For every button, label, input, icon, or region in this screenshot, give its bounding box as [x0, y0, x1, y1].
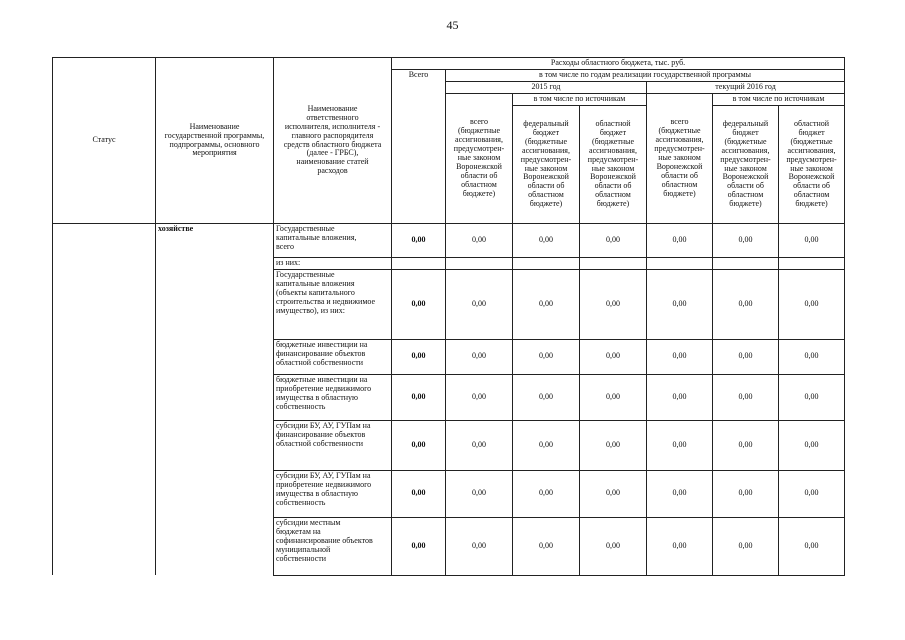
header-program-name: Наименование государственной программы, подпрограммы, основного мероприятия	[156, 58, 274, 224]
cell-2015-regional: 0,00	[580, 269, 647, 339]
cell-2016-all: 0,00	[647, 269, 713, 339]
row-name: Государственные капитальные вложения, всего	[274, 224, 392, 258]
cell-2015-regional: 0,00	[580, 374, 647, 420]
row-total: 0,00	[392, 269, 446, 339]
cell-2016-all: 0,00	[647, 224, 713, 258]
cell-2016-regional: 0,00	[779, 224, 845, 258]
cell-2016-regional: 0,00	[779, 339, 845, 374]
cell-2015-federal: 0,00	[513, 224, 580, 258]
cell-2016-federal: 0,00	[713, 339, 779, 374]
header-2015-by-sources: в том числе по источникам	[513, 94, 647, 106]
cell-2016-all: 0,00	[647, 470, 713, 517]
row-name: Государственные капитальные вложения (объекты капитального строительства и недвижимое имущество), из них:	[274, 269, 392, 339]
cell-2015-regional: 0,00	[580, 517, 647, 575]
header-year-2015: 2015 год	[446, 82, 647, 94]
cell-2016-regional: 0,00	[779, 420, 845, 470]
cell-2016-all: 0,00	[647, 420, 713, 470]
cell-2016-federal: 0,00	[713, 269, 779, 339]
cell-2016-federal: 0,00	[713, 224, 779, 258]
row-total: 0,00	[392, 224, 446, 258]
row-name: субсидии местным бюджетам на софинансирование объектов муниципальной собственности	[274, 517, 392, 575]
header-2016-all: всего (бюджетные ассигнования, предусмотрен- ные законом Воронежской области об областном бюджете)	[647, 94, 713, 224]
cell-2016-federal: 0,00	[713, 374, 779, 420]
cell-2016-regional: 0,00	[779, 269, 845, 339]
row-total: 0,00	[392, 517, 446, 575]
budget-table	[52, 57, 845, 576]
cell-2016-regional	[779, 258, 845, 270]
row-name: субсидии БУ, АУ, ГУПам на приобретение недвижимого имущества в областную собственность	[274, 470, 392, 517]
table-row	[53, 224, 845, 258]
row-total: 0,00	[392, 420, 446, 470]
cell-2015-regional	[580, 258, 647, 270]
cell-2016-all: 0,00	[647, 517, 713, 575]
header-by-years: в том числе по годам реализации государственной программы	[446, 70, 845, 82]
cell-2015-regional: 0,00	[580, 339, 647, 374]
cell-2016-federal: 0,00	[713, 470, 779, 517]
header-2016-by-sources: в том числе по источникам	[713, 94, 845, 106]
cell-2015-federal: 0,00	[513, 269, 580, 339]
cell-2016-regional: 0,00	[779, 470, 845, 517]
header-total: Всего	[392, 70, 446, 224]
header-2015-regional: областной бюджет (бюджетные ассигнования, предусмотрен- ные законом Воронежской области об областном бюджете)	[580, 106, 647, 224]
cell-2015-regional: 0,00	[580, 420, 647, 470]
cell-2015-all: 0,00	[446, 374, 513, 420]
cell-2015-all: 0,00	[446, 339, 513, 374]
status-cell	[53, 224, 156, 576]
cell-2015-federal: 0,00	[513, 339, 580, 374]
row-name: бюджетные инвестиции на приобретение недвижимого имущества в областную собственность	[274, 374, 392, 420]
header-2015-federal: федеральный бюджет (бюджетные ассигнования, предусмотрен- ные законом Воронежской области об областном бюджете)	[513, 106, 580, 224]
cell-2016-federal	[713, 258, 779, 270]
cell-2015-federal	[513, 258, 580, 270]
cell-2015-all: 0,00	[446, 269, 513, 339]
row-name: субсидии БУ, АУ, ГУПам на финансирование объектов областной собственности	[274, 420, 392, 470]
cell-2016-all	[647, 258, 713, 270]
row-total: 0,00	[392, 470, 446, 517]
cell-2015-federal: 0,00	[513, 420, 580, 470]
header-2015-all: всего (бюджетные ассигнования, предусмотрен- ные законом Воронежской области об областном бюджете)	[446, 94, 513, 224]
row-total: 0,00	[392, 339, 446, 374]
cell-2016-regional: 0,00	[779, 374, 845, 420]
cell-2015-federal: 0,00	[513, 517, 580, 575]
cell-2015-all: 0,00	[446, 420, 513, 470]
cell-2015-federal: 0,00	[513, 374, 580, 420]
row-total	[392, 258, 446, 270]
header-2016-federal: федеральный бюджет (бюджетные ассигнования, предусмотрен- ные законом Воронежской области об областном бюджете)	[713, 106, 779, 224]
cell-2015-all: 0,00	[446, 470, 513, 517]
page-number: 45	[446, 18, 459, 32]
cell-2015-all: 0,00	[446, 224, 513, 258]
program-name-cell: хозяйстве	[156, 224, 274, 576]
cell-2015-all	[446, 258, 513, 270]
cell-2016-federal: 0,00	[713, 517, 779, 575]
row-name: бюджетные инвестиции на финансирование объектов областной собственности	[274, 339, 392, 374]
header-executor: Наименование ответственного исполнителя, исполнителя - главного распорядителя средств областного бюджета (далее - ГРБС), наименование статей расходов	[274, 58, 392, 224]
header-2016-regional: областной бюджет (бюджетные ассигнования, предусмотрен- ные законом Воронежской области об областном бюджете)	[779, 106, 845, 224]
header-year-2016: текущий 2016 год	[647, 82, 845, 94]
cell-2016-all: 0,00	[647, 339, 713, 374]
cell-2015-regional: 0,00	[580, 224, 647, 258]
cell-2016-regional: 0,00	[779, 517, 845, 575]
cell-2015-all: 0,00	[446, 517, 513, 575]
header-status: Статус	[53, 58, 156, 224]
row-total: 0,00	[392, 374, 446, 420]
cell-2016-federal: 0,00	[713, 420, 779, 470]
cell-2015-federal: 0,00	[513, 470, 580, 517]
cell-2015-regional: 0,00	[580, 470, 647, 517]
row-name: из них:	[274, 258, 392, 270]
cell-2016-all: 0,00	[647, 374, 713, 420]
header-expenses: Расходы областного бюджета, тыс. руб.	[392, 58, 845, 70]
